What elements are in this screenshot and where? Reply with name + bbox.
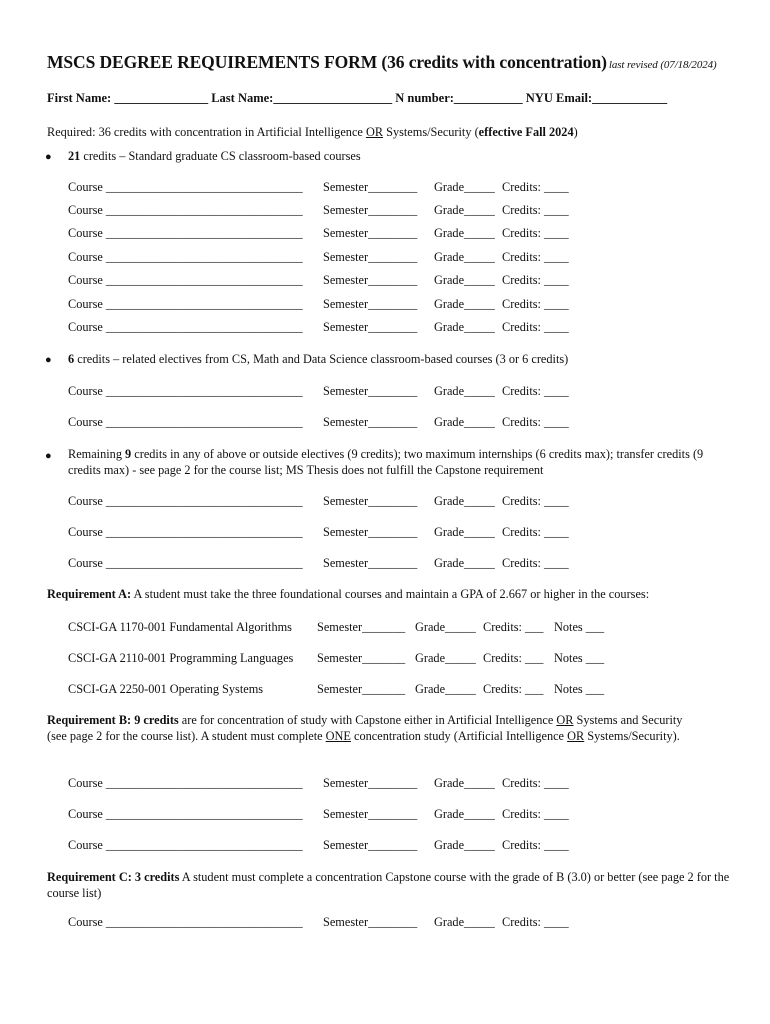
semester-field[interactable]: Semester________ [323, 415, 418, 429]
course-field[interactable]: Course ________________________________ [68, 226, 303, 240]
semester-field[interactable]: Semester________ [323, 525, 418, 539]
credits-field[interactable]: Credits: ____ [502, 776, 569, 790]
course-entry-row [68, 494, 569, 509]
semester-field[interactable]: Semester________ [323, 384, 418, 398]
foundational-course-row [68, 651, 604, 666]
grade-field[interactable]: Grade_____ [434, 556, 495, 570]
foundational-course-name: CSCI-GA 1170-001 Fundamental Algorithms [68, 620, 292, 634]
grade-field[interactable]: Grade_____ [434, 807, 495, 821]
course-field[interactable]: Course ________________________________ [68, 415, 303, 429]
required-prefix: Required: 36 credits with concentration in Artificial Intelligence [47, 125, 366, 139]
course-field[interactable]: Course ________________________________ [68, 556, 303, 570]
grade-field[interactable]: Grade_____ [434, 250, 495, 264]
course-field[interactable]: Course ________________________________ [68, 203, 303, 217]
grade-field[interactable]: Grade_____ [434, 838, 495, 852]
course-field[interactable]: Course ________________________________ [68, 838, 303, 852]
notes-field[interactable]: Notes ___ [554, 651, 605, 665]
course-entry-row [68, 776, 569, 791]
semester-field[interactable]: Semester________ [323, 180, 418, 194]
section3-text: credits in any of above or outside electives (9 credits); two maximum internships (6 credits max); transfer credits (9 credits max) - see page 2 for the course list; MS Thesis does not fulfill the Capstone requirement [68, 447, 704, 477]
grade-field[interactable]: Grade_____ [434, 384, 495, 398]
effective-term: effective Fall 2024 [478, 125, 574, 139]
course-entry-row [68, 384, 569, 399]
grade-field[interactable]: Grade_____ [434, 273, 495, 287]
grade-field[interactable]: Grade_____ [434, 415, 495, 429]
course-field[interactable]: Course ________________________________ [68, 250, 303, 264]
student-info-fields[interactable]: First Name: _______________ Last Name:___________________ N number:___________ NYU Email:____________ [47, 91, 668, 105]
credits-field[interactable]: Credits: ___ [483, 651, 544, 665]
grade-field[interactable]: Grade_____ [415, 651, 476, 665]
requirement-b-label: Requirement B: 9 credits [47, 713, 179, 727]
requirement-b-text: Systems and Security (see page 2 for the course list). A student must complete [47, 713, 683, 743]
course-entry-row [68, 203, 569, 218]
grade-field[interactable]: Grade_____ [415, 620, 476, 634]
credits-field[interactable]: Credits: ____ [502, 203, 569, 217]
bullet-icon: ● [45, 151, 52, 163]
credits-field[interactable]: Credits: ____ [502, 297, 569, 311]
credits-field[interactable]: Credits: ____ [502, 494, 569, 508]
requirement-b-one: ONE [325, 729, 351, 743]
semester-field[interactable]: Semester________ [323, 297, 418, 311]
section2-text: credits – related electives from CS, Math and Data Science classroom-based courses (3 or 6 credits) [74, 352, 569, 366]
notes-field[interactable]: Notes ___ [554, 682, 605, 696]
course-field[interactable]: Course ________________________________ [68, 525, 303, 539]
course-entry-row [68, 915, 569, 930]
credits-field[interactable]: Credits: ____ [502, 838, 569, 852]
semester-field[interactable]: Semester_______ [317, 682, 406, 696]
requirement-b-text: are for concentration of study with Capstone either in Artificial Intelligence [178, 713, 557, 727]
credits-field[interactable]: Credits: ____ [502, 525, 569, 539]
credits-field[interactable]: Credits: ____ [502, 250, 569, 264]
course-field[interactable]: Course ________________________________ [68, 320, 303, 334]
grade-field[interactable]: Grade_____ [434, 494, 495, 508]
section1-credits: 21 [68, 149, 81, 163]
course-entry-row [68, 415, 569, 430]
grade-field[interactable]: Grade_____ [434, 226, 495, 240]
semester-field[interactable]: Semester________ [323, 320, 418, 334]
requirement-b-or: OR [567, 729, 585, 743]
credits-field[interactable]: Credits: ____ [502, 273, 569, 287]
course-entry-row [68, 525, 569, 540]
course-field[interactable]: Course ________________________________ [68, 776, 303, 790]
semester-field[interactable]: Semester________ [323, 494, 418, 508]
course-field[interactable]: Course ________________________________ [68, 297, 303, 311]
grade-field[interactable]: Grade_____ [434, 180, 495, 194]
credits-field[interactable]: Credits: ___ [483, 620, 544, 634]
credits-field[interactable]: Credits: ____ [502, 384, 569, 398]
course-field[interactable]: Course ________________________________ [68, 494, 303, 508]
required-or: OR [365, 125, 384, 139]
semester-field[interactable]: Semester________ [323, 807, 418, 821]
foundational-course-row [68, 620, 604, 635]
requirement-a [47, 587, 649, 602]
section-21-credits [68, 149, 361, 164]
credits-field[interactable]: Credits: ____ [502, 180, 569, 194]
requirement-c-text: A student must complete a concentration Capstone course with the grade of B (3.0) or better (see page 2 for the course list) [47, 870, 730, 900]
grade-field[interactable]: Grade_____ [434, 320, 495, 334]
grade-field[interactable]: Grade_____ [434, 915, 495, 929]
grade-field[interactable]: Grade_____ [434, 203, 495, 217]
requirement-b-or: OR [556, 713, 574, 727]
bullet-icon: ● [45, 450, 52, 462]
semester-field[interactable]: Semester________ [323, 226, 418, 240]
course-entry-row [68, 226, 569, 241]
bullet-icon: ● [45, 354, 52, 366]
section1-text: credits – Standard graduate CS classroom-based courses [80, 149, 361, 163]
course-field[interactable]: Course ________________________________ [68, 273, 303, 287]
section2-credits: 6 [68, 352, 75, 366]
course-entry-row [68, 180, 569, 195]
title-text: MSCS DEGREE REQUIREMENTS FORM (36 credits with concentration) [47, 52, 607, 72]
semester-field[interactable]: Semester________ [323, 250, 418, 264]
course-entry-row [68, 250, 569, 265]
requirement-a-text: A student must take the three foundational courses and maintain a GPA of 2.667 or higher in the courses: [131, 587, 650, 601]
section3-pre: Remaining [68, 447, 126, 461]
semester-field[interactable]: Semester________ [323, 915, 418, 929]
foundational-course-name: CSCI-GA 2110-001 Programming Languages [68, 651, 294, 665]
semester-field[interactable]: Semester_______ [317, 620, 406, 634]
semester-field[interactable]: Semester________ [323, 556, 418, 570]
course-entry-row [68, 556, 569, 571]
requirement-b [47, 712, 697, 744]
semester-field[interactable]: Semester________ [323, 273, 418, 287]
requirement-a-label: Requirement A: [47, 587, 132, 601]
foundational-course-row [68, 682, 604, 697]
credits-field[interactable]: Credits: ____ [502, 556, 569, 570]
credits-field[interactable]: Credits: ___ [483, 682, 544, 696]
required-suffix: ) [573, 125, 578, 139]
section-6-credits [68, 352, 568, 367]
course-entry-row [68, 807, 569, 822]
course-field[interactable]: Course ________________________________ [68, 180, 303, 194]
requirement-c [47, 869, 747, 901]
course-entry-row [68, 297, 569, 312]
grade-field[interactable]: Grade_____ [434, 776, 495, 790]
requirement-b-text: Systems/Security). [584, 729, 680, 743]
credits-field[interactable]: Credits: ____ [502, 807, 569, 821]
required-statement [47, 125, 578, 140]
grade-field[interactable]: Grade_____ [434, 525, 495, 539]
credits-field[interactable]: Credits: ____ [502, 915, 569, 929]
semester-field[interactable]: Semester________ [323, 776, 418, 790]
course-field[interactable]: Course ________________________________ [68, 807, 303, 821]
semester-field[interactable]: Semester_______ [317, 651, 406, 665]
credits-field[interactable]: Credits: ____ [502, 320, 569, 334]
course-entry-row [68, 838, 569, 853]
notes-field[interactable]: Notes ___ [554, 620, 605, 634]
grade-field[interactable]: Grade_____ [434, 297, 495, 311]
semester-field[interactable]: Semester________ [323, 203, 418, 217]
section-remaining-credits [68, 446, 718, 478]
revision-date: last revised (07/18/2024) [608, 59, 717, 71]
semester-field[interactable]: Semester________ [323, 838, 418, 852]
requirement-b-text: concentration study (Artificial Intelligence [350, 729, 568, 743]
section3-credits: 9 [125, 447, 132, 461]
grade-field[interactable]: Grade_____ [415, 682, 476, 696]
course-field[interactable]: Course ________________________________ [68, 384, 303, 398]
course-entry-row [68, 273, 569, 288]
course-entry-row [68, 320, 569, 335]
foundational-course-name: CSCI-GA 2250-001 Operating Systems [68, 682, 264, 696]
credits-field[interactable]: Credits: ____ [502, 226, 569, 240]
requirement-c-label: Requirement C: 3 credits [47, 870, 180, 884]
course-field[interactable]: Course ________________________________ [68, 915, 303, 929]
form-title [47, 52, 717, 73]
credits-field[interactable]: Credits: ____ [502, 415, 569, 429]
required-mid: Systems/Security ( [383, 125, 479, 139]
